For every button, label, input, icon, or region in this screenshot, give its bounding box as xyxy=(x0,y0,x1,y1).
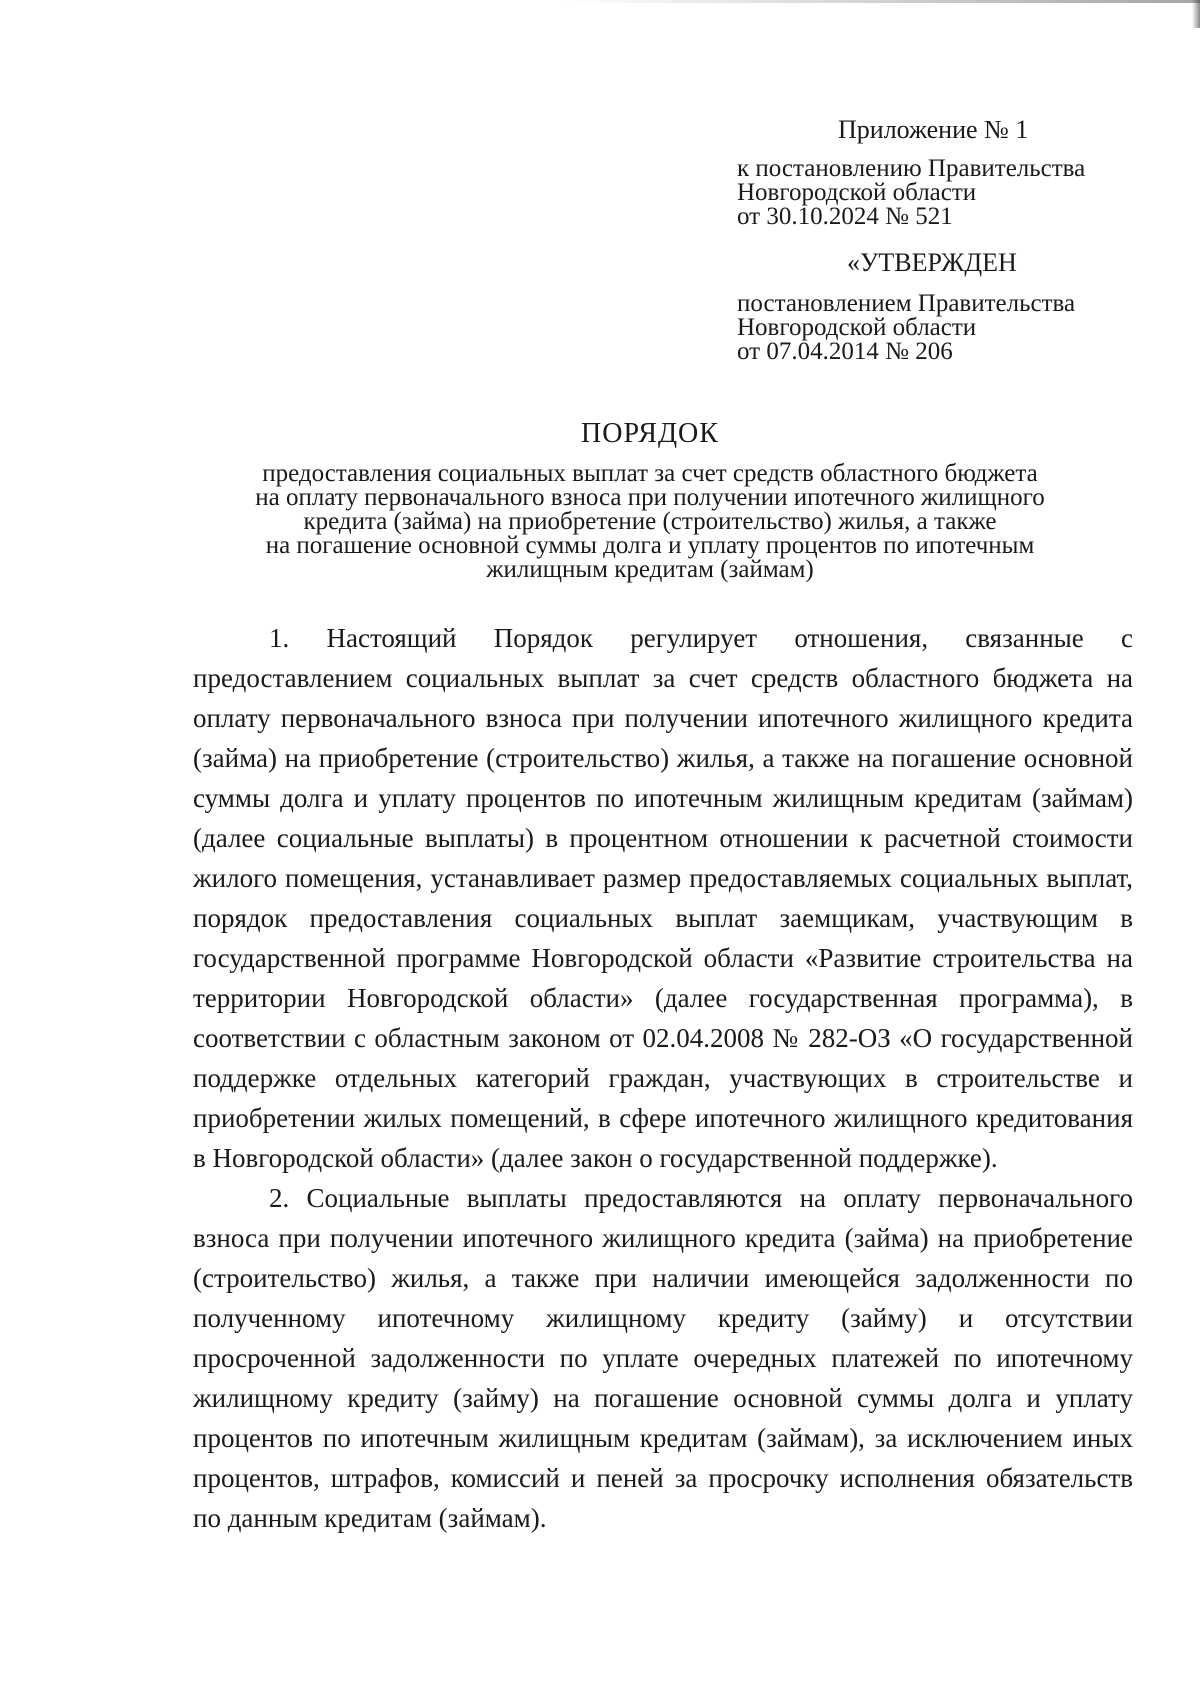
appendix-line: от 30.10.2024 № 521 xyxy=(737,203,953,230)
approved-title: «УТВЕРЖДЕН xyxy=(847,248,1017,277)
approved-line: от 07.04.2014 № 206 xyxy=(737,338,953,365)
document-body xyxy=(193,618,1133,1538)
document-title: ПОРЯДОК xyxy=(581,418,719,449)
appendix-line: Новгородской области xyxy=(737,179,977,206)
document-subtitle: предоставления социальных выплат за счет средств областного бюджета на оплату первоначального взноса при получении ипотечного жилищного кредита (займа) на приобретение (строительство) жилья, а также на погашение основной суммы долга и уплату процентов по ипотечным жилищным кредитам (займам) xyxy=(255,460,1045,583)
paragraph-2: 2. Социальные выплаты предоставляются на оплату первоначального взноса при получении ипотечного жилищного кредита (займа) на приобретение (строительство) жилья, а также при наличии имеющейся задолженности по полученному ипотечному жилищному кредиту (займу) и отсутствии просроченной задолженности по уплате очередных платежей по ипотечному жилищному кредиту (займу) на погашение основной суммы долга и уплату процентов по ипотечным жилищным кредитам (займам), за исключением иных процентов, штрафов, комиссий и пеней за просрочку исполнения обязательств по данным кредитам (займам). xyxy=(193,1183,1133,1533)
appendix-title: Приложение № 1 xyxy=(838,115,1029,144)
scan-border-corner xyxy=(1192,0,1200,28)
approval-block xyxy=(737,115,1177,365)
document-heading xyxy=(190,418,1110,582)
approved-line: постановлением Правительства xyxy=(737,290,1076,317)
approved-line: Новгородской области xyxy=(737,314,977,341)
scan-border-top xyxy=(560,0,1200,3)
appendix-line: к постановлению Правительства xyxy=(737,155,1086,182)
paragraph-1: 1. Настоящий Порядок регулирует отношения, связанные с предоставлением социальных выплат за счет средств областного бюджета на оплату первоначального взноса при получении ипотечного жилищного кредита (займа) на приобретение (строительство) жилья, а также на погашение основной суммы долга и уплату процентов по ипотечным жилищным кредитам (займам) (далее социальные выплаты) в процентном отношении к расчетной стоимости жилого помещения, устанавливает размер предоставляемых социальных выплат, порядок предоставления социальных выплат заемщикам, участвующим в государственной программе Новгородской области «Развитие строительства на территории Новгородской области» (далее государственная программа), в соответствии с областным законом от 02.04.2008 № 282-ОЗ «О государственной поддержке отдельных категорий граждан, участвующих в строительстве и приобретении жилых помещений, в сфере ипотечного жилищного кредитования в Новгородской области» (далее закон о государственной поддержке). xyxy=(193,623,1133,1173)
